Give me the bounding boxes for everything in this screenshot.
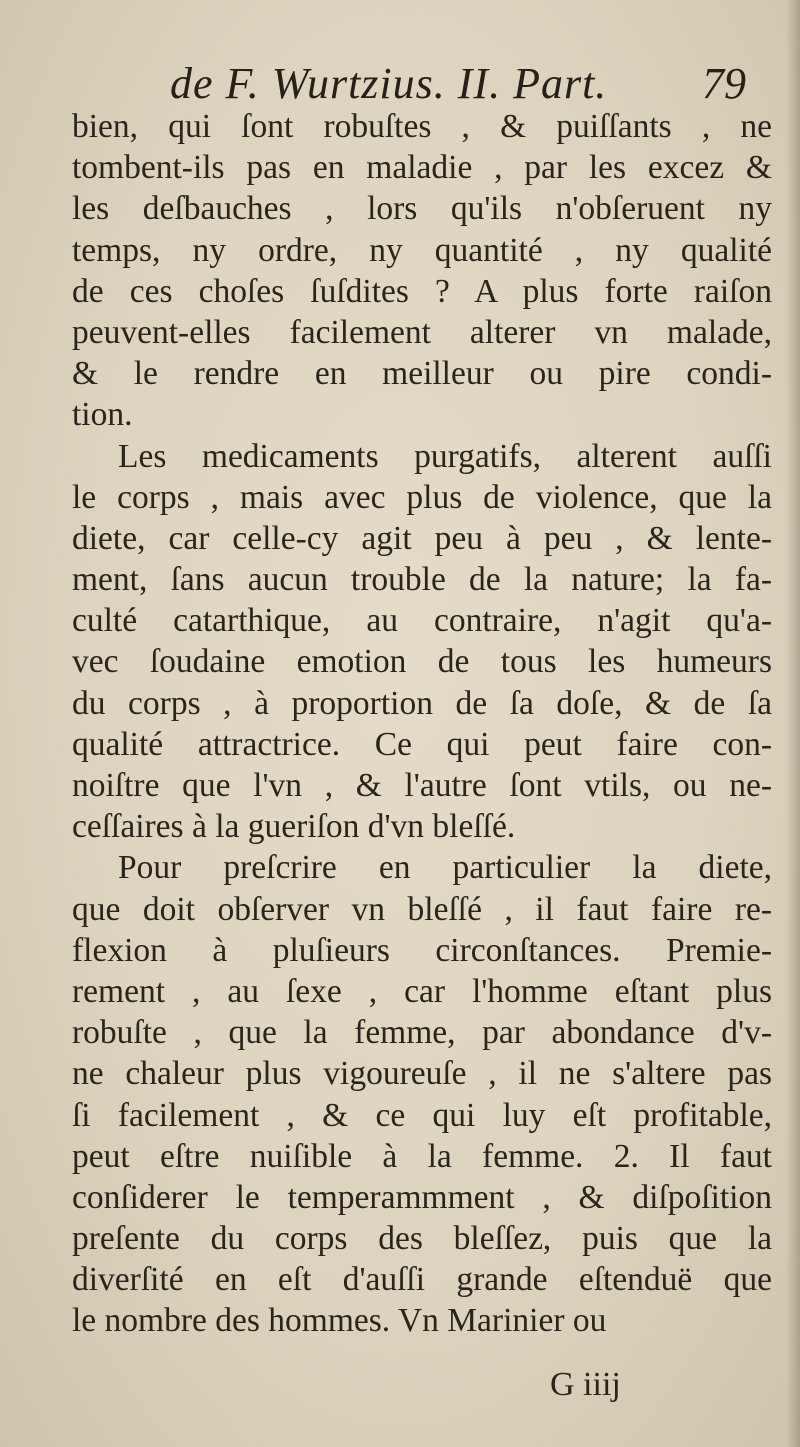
- text-line: ceſſaires à la gueriſon d'vn bleſſé.: [72, 808, 516, 846]
- text-line: du corps , à proportion de ſa doſe, & de ſa: [72, 684, 772, 722]
- body-text: [72, 106, 772, 1342]
- text-line: flexion à pluſieurs circonſtances. Premie-: [72, 931, 772, 969]
- running-title: de F. Wurtzius. II. Part.: [170, 59, 608, 108]
- text-line: conſiderer le temperammment , & diſpoſition: [72, 1178, 772, 1216]
- text-line: ne chaleur plus vigoureuſe , il ne s'altere pas: [72, 1055, 772, 1093]
- text-line: peuvent-elles facilement alterer vn malade,: [72, 313, 772, 351]
- paragraph: [72, 106, 772, 436]
- page-number: 79: [702, 59, 746, 108]
- text-line: robuſte , que la femme, par abondance d'v-: [72, 1014, 772, 1052]
- text-line: peut eſtre nuiſible à la femme. 2. Il faut: [72, 1137, 772, 1175]
- text-line: temps, ny ordre, ny quantité , ny qualité: [72, 231, 772, 269]
- text-line: que doit obſerver vn bleſſé , il faut faire re-: [72, 890, 772, 928]
- text-line: preſente du corps des bleſſez, puis que la: [72, 1220, 772, 1258]
- text-line: Pour preſcrire en particulier la diete,: [118, 849, 772, 887]
- text-line: tion.: [72, 396, 133, 434]
- text-line: culté catarthique, au contraire, n'agit qu'a-: [72, 602, 772, 640]
- paragraph: [72, 847, 772, 1341]
- text-line: & le rendre en meilleur ou pire condi-: [72, 355, 772, 393]
- page-gutter-shadow: [786, 0, 800, 1447]
- text-line: diverſité en eſt d'auſſi grande eſtenduë que: [72, 1261, 772, 1299]
- signature-mark: G iiij: [550, 1366, 621, 1403]
- text-line: noiſtre que l'vn , & l'autre ſont vtils, ou ne-: [72, 767, 772, 804]
- text-line: le corps , mais avec plus de violence, que la: [72, 478, 772, 516]
- text-line: le nombre des hommes. Vn Marinier ou: [72, 1302, 607, 1340]
- text-line: ſi facilement , & ce qui luy eſt profitable,: [72, 1096, 772, 1134]
- text-line: de ces choſes ſuſdites ? A plus forte raiſon: [72, 272, 772, 310]
- text-line: diete, car celle-cy agit peu à peu , & lente-: [72, 519, 772, 557]
- paragraph: [72, 436, 772, 848]
- text-line: ment, ſans aucun trouble de la nature; la fa-: [72, 561, 772, 599]
- text-line: bien, qui ſont robuſtes , & puiſſants , ne: [72, 108, 772, 145]
- text-line: qualité attractrice. Ce qui peut faire con-: [72, 725, 772, 763]
- text-line: Les medicaments purgatifs, alterent auſſi: [118, 437, 772, 475]
- text-line: rement , au ſexe , car l'homme eſtant plus: [72, 972, 772, 1010]
- text-line: vec ſoudaine emotion de tous les humeurs: [72, 643, 772, 681]
- page-footer: [0, 1366, 800, 1416]
- text-line: les deſbauches , lors qu'ils n'obſeruent ny: [72, 190, 772, 228]
- text-line: tombent-ils pas en maladie , par les excez &: [72, 149, 772, 187]
